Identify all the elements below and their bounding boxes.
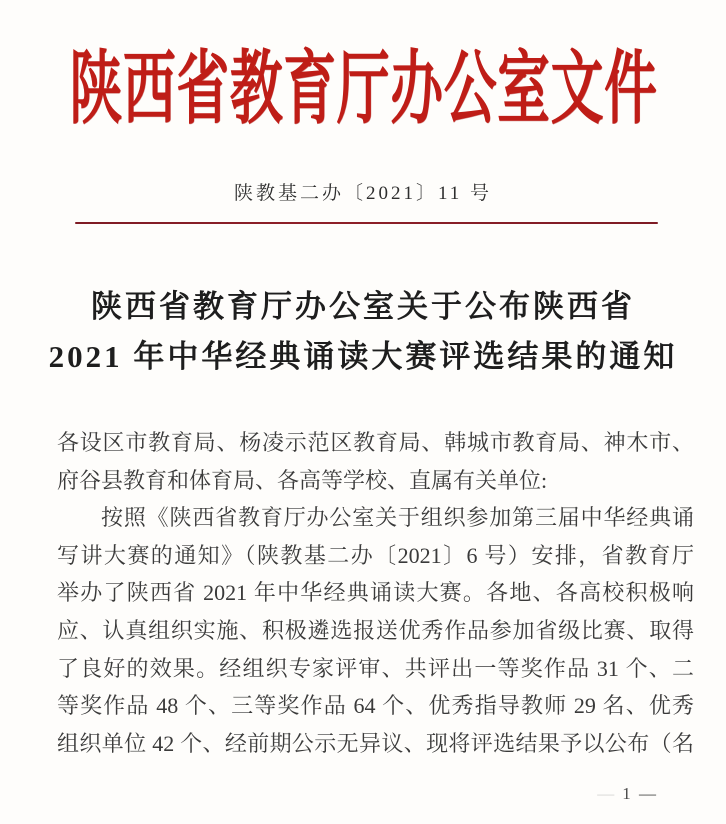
- body-line: 各设区市教育局、杨凌示范区教育局、韩城市教育局、神木市、: [57, 430, 694, 455]
- body-line: 等奖作品 48 个、三等奖作品 64 个、优秀指导教师 29 名、优秀: [57, 693, 694, 719]
- body-line: 府谷县教育和体育局、各高等学校、直属有关单位:: [57, 467, 548, 493]
- page-number-value: 1 —: [622, 784, 658, 803]
- body-line: 举办了陕西省 2021 年中华经典诵读大赛。各地、各高校积极响: [57, 580, 694, 606]
- red-divider-line: [75, 222, 658, 224]
- page-number-faint-dash: —: [597, 784, 617, 803]
- body-line: 了良好的效果。经组织专家评审、共评出一等奖作品 31 个、二: [57, 655, 694, 681]
- body-line: 应、认真组织实施、积极遴选报送优秀作品参加省级比赛、取得: [57, 617, 694, 643]
- body-line: 组织单位 42 个、经前期公示无异议、现将评选结果予以公布（名: [57, 730, 694, 756]
- letterhead: [0, 38, 726, 142]
- letterhead-title: 陕西省教育厅办公室文件: [68, 46, 658, 134]
- document-body: [57, 424, 694, 762]
- document-title: [0, 282, 726, 382]
- page-number: [597, 784, 658, 804]
- body-line: 按照《陕西省教育厅办公室关于组织参加第三届中华经典诵: [101, 505, 694, 531]
- document-number: 陕教基二办〔2021〕11 号: [233, 183, 493, 204]
- document-title-line-2: 2021 年中华经典诵读大赛评选结果的通知: [48, 339, 678, 374]
- body-line: 写讲大赛的通知》（陕教基二办〔2021〕6 号）安排，省教育厅: [57, 542, 694, 568]
- document-title-line-1: 陕西省教育厅办公室关于公布陕西省: [91, 289, 635, 324]
